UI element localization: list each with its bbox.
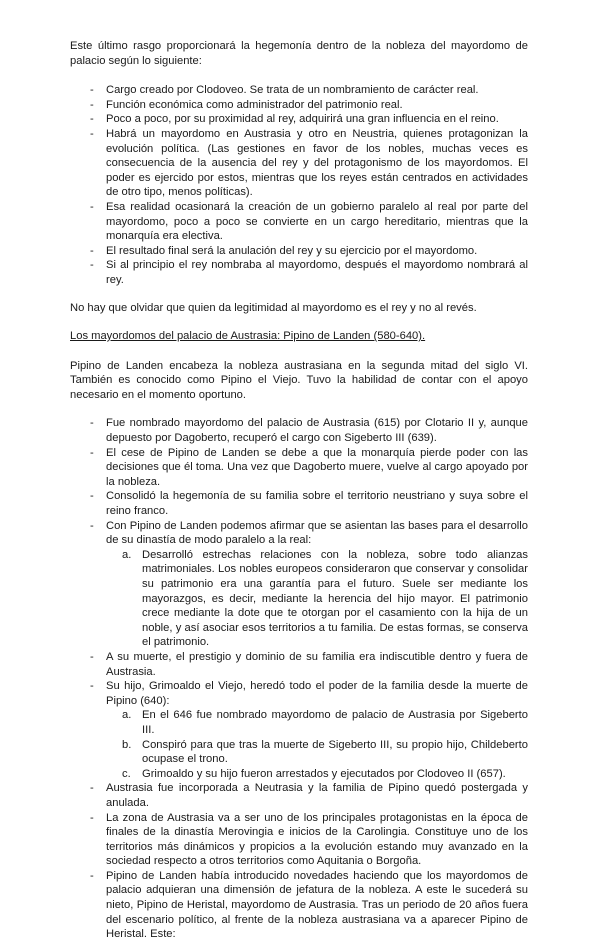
list-item: - Fue nombrado mayordomo del palacio de Austrasia (615) por Clotario II y, aunque depuesto por Dagoberto, recuperó el cargo con Sigeberto III (639). [70, 416, 528, 445]
sub-list-marker: a. [122, 709, 132, 722]
sub-list [106, 548, 528, 650]
sub-list [106, 708, 528, 781]
list-item: - La zona de Austrasia va a ser uno de los principales protagonistas en la época de finales de la dinastía Merovingia e inicios de la Carolingia. Constituye uno de los territorios más dinámicos y propicios a la evolución estando muy avanzado en la sociedad respecto a otros territorios como Aquitania o Borgoña. [70, 811, 528, 869]
list-item: - Función económica como administrador del patrimonio real. [70, 98, 528, 113]
body-paragraph: Pipino de Landen encabeza la nobleza austrasiana en la segunda mitad del siglo VI. También es conocido como Pipino el Viejo. Tuvo la habilidad de contar con el apoyo necesario en el momento oportuno. [70, 359, 528, 401]
sub-list-marker: c. [122, 767, 131, 780]
list-item [70, 679, 528, 781]
sub-list-marker: b. [122, 738, 132, 751]
note-paragraph: No hay que olvidar que quien da legitimidad al mayordomo es el rey y no al revés. [70, 301, 477, 314]
list-item: - Austrasia fue incorporada a Neutrasia y la familia de Pipino quedó postergada y anulada. [70, 781, 528, 810]
mayordomo-features-list [70, 83, 528, 287]
list-item [70, 519, 528, 650]
list-item-text: Con Pipino de Landen podemos afirmar que se asientan las bases para el desarrollo de su dinastía de modo paralelo a la real: [106, 519, 528, 547]
intro-paragraph: Este último rasgo proporcionará la hegemonía dentro de la nobleza del mayordomo de palacio según lo siguiente: [70, 40, 528, 67]
sub-list-item [106, 738, 528, 767]
sub-list-item [106, 708, 528, 737]
sub-list-marker: a. [122, 548, 132, 561]
list-item: - El cese de Pipino de Landen se debe a que la monarquía pierde poder con las decisiones que él toma. Una vez que Dagoberto muere, vuelve al cargo apoyado por la nobleza. [70, 446, 528, 490]
list-item: - Cargo creado por Clodoveo. Se trata de un nombramiento de carácter real. [70, 83, 528, 98]
sub-list-text: Grimoaldo y su hijo fueron arrestados y ejecutados por Clodoveo II (657). [142, 767, 506, 780]
list-item: - A su muerte, el prestigio y dominio de su familia era indiscutible dentro y fuera de Austrasia. [70, 650, 528, 679]
list-item: - Consolidó la hegemonía de su familia sobre el territorio neustriano y suya sobre el reino franco. [70, 489, 528, 518]
list-item: - Poco a poco, por su proximidad al rey, adquirirá una gran influencia en el reino. [70, 112, 528, 127]
list-item: - Si al principio el rey nombraba al mayordomo, después el mayordomo nombrará al rey. [70, 258, 528, 287]
section-heading: Los mayordomos del palacio de Austrasia: Pipino de Landen (580-640). [70, 330, 426, 343]
sub-list-item [106, 548, 528, 650]
list-item: - El resultado final será la anulación del rey y su ejercicio por el mayordomo. [70, 244, 528, 259]
sub-list-item [106, 767, 528, 782]
list-item: - Esa realidad ocasionará la creación de un gobierno paralelo al real por parte del mayordomo, poco a poco se convierte en un cargo hereditario, mientras que la monarquía era electiva. [70, 200, 528, 244]
sub-list-text: En el 646 fue nombrado mayordomo de palacio de Austrasia por Sigeberto III. [142, 709, 528, 736]
list-item: - Habrá un mayordomo en Austrasia y otro en Neustria, quienes protagonizan la evolución política. (Las gestiones en favor de los nobles, muchas veces es consecuencia de la ausencia del rey y del protagonismo de los mayordomos. El poder es ejercido por estos, mientras que los reyes están centrados en actividades de otro tipo, menos políticas). [70, 127, 528, 200]
list-item-text: Su hijo, Grimoaldo el Viejo, heredó todo el poder de la familia desde la muerte de Pipino (640): [106, 680, 528, 707]
sub-list-text: Conspiró para que tras la muerte de Sigeberto III, su propio hijo, Childeberto ocupase el trono. [142, 738, 528, 766]
list-item: - Pipino de Landen había introducido novedades haciendo que los mayordomos de palacio adquieran una dimensión de jefatura de la nobleza. A este le sucederá su nieto, Pipino de Heristal, mayordomo de Austrasia. Tras un periodo de 20 años fuera del escenario político, al frente de la nobleza austrasiana va a aparecer Pipino de Heristal. Este: [70, 869, 528, 942]
sub-list-text: Desarrolló estrechas relaciones con la nobleza, sobre todo alianzas matrimoniales. Los nobles europeos consideraron que conservar y consolidar su patrimonio era una garantía para el futuro. Suele ser mediante los mayorazgos, es decir, mediante la herencia del hijo mayor. El patrimonio crece mediante la dote que te otorgan por el casamiento con la hija de un noble, y así asociar esos territorios a tu familia. De estas formas, se conserva el patrimonio. [142, 548, 528, 649]
pipino-list [70, 416, 528, 941]
